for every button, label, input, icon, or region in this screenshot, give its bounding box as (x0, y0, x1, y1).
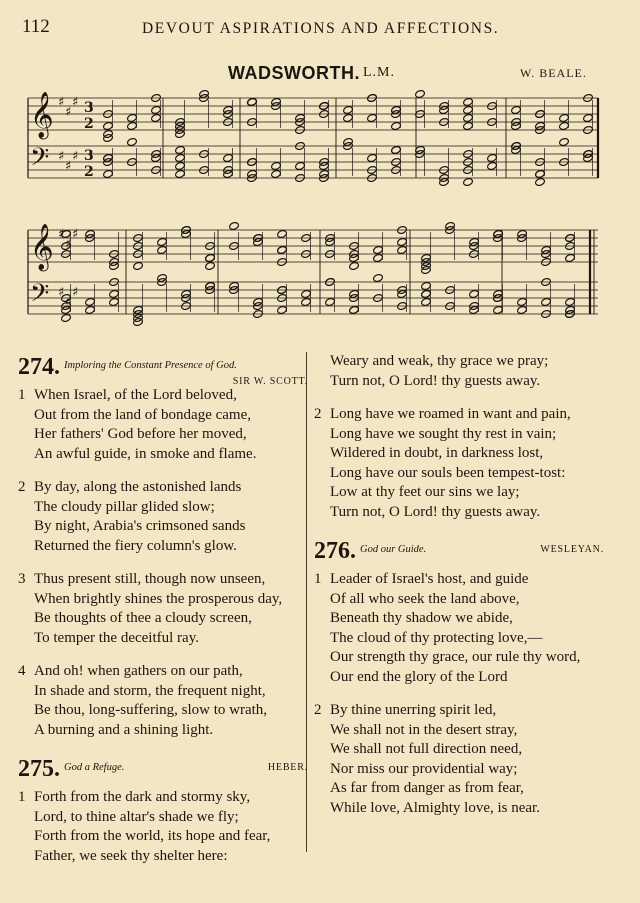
notehead (373, 253, 384, 262)
verse-line (18, 701, 308, 721)
notehead (367, 153, 378, 162)
verse-text: As far from danger as from fear, (330, 780, 524, 796)
notehead (85, 305, 96, 314)
notehead (583, 113, 594, 122)
hymn-number: 275. (18, 756, 60, 782)
verse-line (18, 498, 308, 518)
notehead (349, 261, 360, 270)
hymn-author: WESLEYAN. (540, 544, 604, 555)
verse-text: A burning and a shining light. (34, 721, 214, 738)
stanza (314, 570, 604, 687)
notehead (103, 133, 114, 142)
verse-text: Of all who seek the land above, (330, 590, 520, 607)
verse-line (18, 662, 308, 682)
verse-text: Long have we sought thy rest in vain; (330, 425, 557, 442)
notehead (373, 273, 384, 282)
treble-clef-icon: 𝄞 (30, 224, 54, 270)
notehead (277, 305, 288, 314)
notehead (541, 297, 552, 306)
verse-text: Wildered in doubt, in darkness lost, (330, 445, 544, 461)
verse-line (18, 682, 308, 702)
notehead (271, 161, 282, 170)
sharp-icon: ♯ (65, 295, 72, 310)
verse-line (18, 478, 308, 498)
notehead (295, 113, 306, 122)
notehead (415, 89, 426, 98)
verse-line (18, 609, 308, 629)
notehead (103, 121, 114, 130)
sharp-icon: ♯ (72, 285, 79, 300)
notehead (439, 177, 450, 186)
hymn-title: Imploring the Constant Presence of God. (64, 360, 237, 371)
verse-text: Nor miss our providential way; (330, 760, 518, 777)
bass-clef-icon: 𝄢 (30, 143, 50, 178)
notehead (343, 113, 354, 122)
verse-text: Our strength thy grace, our rule thy word, (330, 649, 581, 665)
verse-number: 4 (18, 663, 26, 679)
verse-text: We shall not in the desert stray, (330, 721, 518, 738)
time-signature-bottom: 2 (84, 164, 94, 180)
stanza (18, 386, 308, 464)
treble-clef-icon: 𝄞 (30, 92, 54, 138)
verse-line (18, 425, 308, 445)
bass-clef-icon: 𝄢 (30, 279, 50, 314)
verse-line (314, 721, 604, 741)
stanza (314, 352, 604, 391)
notehead (511, 105, 522, 114)
notehead (325, 297, 336, 306)
notehead (565, 253, 576, 262)
sharp-icon: ♯ (72, 95, 79, 110)
verse-number: 1 (314, 571, 322, 587)
verse-text: Long have we roamed in want and pain, (330, 406, 571, 422)
verse-line (314, 444, 604, 464)
notehead (469, 305, 480, 314)
notehead (229, 281, 240, 290)
verse-line (314, 503, 604, 523)
notehead (109, 297, 120, 306)
notehead (277, 245, 288, 254)
notehead (565, 297, 576, 306)
notehead (517, 305, 528, 314)
notehead (463, 121, 474, 130)
hymn-header (18, 352, 308, 386)
notehead (367, 113, 378, 122)
verse-line (314, 590, 604, 610)
verse-text: Be thoughts of thee a cloudy screen, (34, 610, 252, 626)
time-signature-top: 3 (84, 148, 94, 164)
notehead (61, 313, 72, 322)
notehead (175, 153, 186, 162)
verse-text: While love, Almighty love, is near. (330, 799, 540, 816)
verse-number: 1 (18, 387, 26, 403)
verse-line (314, 648, 604, 668)
notehead (517, 297, 528, 306)
hymn-author: HEBER. (267, 762, 308, 773)
notehead (175, 129, 186, 138)
notehead (103, 153, 114, 162)
notehead (421, 289, 432, 298)
verse-number: 3 (18, 571, 26, 587)
notehead (463, 97, 474, 106)
notehead (271, 97, 282, 106)
verse-line (314, 701, 604, 721)
verse-line (314, 609, 604, 629)
notehead (421, 297, 432, 306)
sharp-icon: ♯ (72, 227, 79, 242)
sharp-icon: ♯ (58, 285, 65, 300)
sharp-icon: ♯ (72, 149, 79, 164)
notehead (343, 105, 354, 114)
notehead (127, 113, 138, 122)
stanza (314, 701, 604, 818)
notehead (151, 105, 162, 114)
notehead (175, 169, 186, 178)
hymn-author: SIR W. SCOTT. (232, 376, 308, 387)
notehead (157, 237, 168, 246)
notehead (541, 245, 552, 254)
notehead (295, 161, 306, 170)
notehead (229, 221, 240, 230)
notehead (175, 145, 186, 154)
tune-header (0, 60, 640, 84)
notehead (133, 317, 144, 326)
notehead (103, 169, 114, 178)
verse-text: Leader of Israel's host, and guide (330, 571, 529, 587)
notehead (85, 229, 96, 238)
notehead (463, 177, 474, 186)
verse-line (18, 827, 308, 847)
notehead (463, 105, 474, 114)
sharp-icon: ♯ (65, 159, 72, 174)
verse-number: 2 (314, 702, 322, 718)
verse-line (18, 721, 308, 741)
stanza (18, 662, 308, 740)
notehead (511, 121, 522, 130)
verse-text: Turn not, O Lord! thy guests away. (330, 372, 541, 389)
verse-text: Low at thy feet our sins we lay; (330, 484, 520, 500)
notehead (391, 145, 402, 154)
sharp-icon: ♯ (65, 105, 72, 120)
time-signature-bottom: 2 (84, 116, 94, 132)
notehead (559, 137, 570, 146)
notehead (421, 265, 432, 274)
verse-text: Forth from the dark and stormy sky, (34, 789, 251, 805)
notehead (349, 305, 360, 314)
notehead (511, 145, 522, 154)
notehead (373, 245, 384, 254)
verse-line (18, 808, 308, 828)
right-column (314, 352, 604, 832)
verse-text: Beneath thy shadow we abide, (330, 610, 513, 626)
notehead (85, 297, 96, 306)
notehead (271, 169, 282, 178)
hymn-title: God a Refuge. (64, 762, 125, 773)
hymn-header (314, 536, 604, 570)
verse-line (314, 740, 604, 760)
verse-text: Long have our souls been tempest-tost: (330, 464, 566, 481)
notehead (151, 113, 162, 122)
notehead (223, 169, 234, 178)
verse-text: An awful guide, in smoke and flame. (34, 445, 257, 462)
verse-number: 1 (18, 789, 26, 805)
notehead (487, 153, 498, 162)
notehead (301, 297, 312, 306)
verse-text: When brightly shines the prosperous day, (34, 590, 283, 607)
hymn-header (18, 754, 308, 788)
verse-line (314, 779, 604, 799)
notehead (133, 261, 144, 270)
verse-line (18, 517, 308, 537)
hymn-title: God our Guide. (360, 544, 427, 555)
verse-text: By night, Arabia's crimsoned sands (34, 518, 246, 534)
notehead (205, 253, 216, 262)
notehead (277, 229, 288, 238)
notehead (223, 153, 234, 162)
notehead (301, 289, 312, 298)
verse-number: 2 (314, 406, 322, 422)
notehead (181, 229, 192, 238)
notehead (247, 97, 258, 106)
verse-line (18, 570, 308, 590)
notehead (391, 105, 402, 114)
verse-text: Be thou, long-suffering, slow to wrath, (34, 702, 268, 718)
verse-line (314, 405, 604, 425)
verse-text: Her fathers' God before her moved, (34, 426, 247, 442)
notehead (559, 113, 570, 122)
verse-line (18, 847, 308, 867)
verse-text: Our end the glory of the Lord (330, 668, 508, 685)
verse-text: Weary and weak, thy grace we pray; (330, 353, 549, 369)
verse-line (314, 799, 604, 819)
hymn-number: 274. (18, 354, 60, 380)
notehead (109, 289, 120, 298)
notehead (535, 169, 546, 178)
notehead (397, 237, 408, 246)
notehead (487, 161, 498, 170)
notehead (127, 121, 138, 130)
stanza (18, 478, 308, 556)
verse-line (18, 629, 308, 649)
verse-line (18, 406, 308, 426)
verse-line (314, 352, 604, 372)
verse-text: We shall not full direction need, (330, 741, 523, 757)
sharp-icon: ♯ (58, 227, 65, 242)
verse-text: Turn not, O Lord! thy guests away. (330, 503, 541, 520)
notehead (391, 121, 402, 130)
verse-text: When Israel, of the Lord beloved, (34, 387, 237, 403)
sharp-icon: ♯ (58, 149, 65, 164)
verse-text: Father, we seek thy shelter here: (34, 847, 228, 864)
verse-text: Out from the land of bondage came, (34, 406, 252, 423)
verse-text: Lord, to thine altar's shade we fly; (34, 808, 239, 825)
verse-line (18, 537, 308, 557)
tune-composer: W. BEALE. (520, 66, 587, 80)
running-head: DEVOUT ASPIRATIONS AND AFFECTIONS. (142, 20, 500, 37)
verse-line (18, 386, 308, 406)
verse-line (314, 629, 604, 649)
verse-line (314, 425, 604, 445)
notehead (253, 297, 264, 306)
time-signature-top: 3 (84, 100, 94, 116)
verse-line (18, 590, 308, 610)
tune-name: WADSWORTH. (228, 63, 360, 83)
stanza (314, 405, 604, 522)
stanza (18, 570, 308, 648)
verse-line (314, 570, 604, 590)
verse-text: Thus present still, though now unseen, (34, 571, 266, 587)
verse-text: The cloudy pillar glided slow; (34, 498, 215, 515)
notehead (535, 177, 546, 186)
verse-text: To temper the deceitful ray. (34, 629, 199, 646)
verse-text: The cloud of thy protecting love,— (330, 629, 543, 646)
notehead (175, 161, 186, 170)
notehead (469, 289, 480, 298)
verse-text: Forth from the world, its hope and fear, (34, 828, 271, 844)
verse-text: By thine unerring spirit led, (330, 702, 497, 718)
notehead (109, 261, 120, 270)
page-number: 112 (22, 16, 50, 37)
notehead (349, 289, 360, 298)
sharp-icon: ♯ (65, 237, 72, 252)
verse-line (314, 483, 604, 503)
verse-text: And oh! when gathers on our path, (34, 663, 243, 679)
left-column (18, 352, 308, 866)
notehead (127, 137, 138, 146)
verse-line (18, 788, 308, 808)
verse-line (314, 464, 604, 484)
notehead (517, 229, 528, 238)
verse-line (314, 760, 604, 780)
tune-meter: L.M. (363, 65, 395, 80)
notehead (421, 281, 432, 290)
verse-line (18, 445, 308, 465)
verse-text: In shade and storm, the frequent night, (34, 682, 266, 699)
stanza (18, 788, 308, 866)
notehead (397, 245, 408, 254)
notehead (157, 245, 168, 254)
verse-line (314, 372, 604, 392)
verse-line (314, 668, 604, 688)
notehead (559, 121, 570, 130)
verse-text: Returned the fiery column's glow. (34, 537, 237, 554)
notehead (463, 113, 474, 122)
sharp-icon: ♯ (58, 95, 65, 110)
verse-text: By day, along the astonished lands (34, 479, 242, 495)
hymn-number: 276. (314, 538, 356, 564)
music-score (18, 86, 605, 342)
verse-number: 2 (18, 479, 26, 495)
notehead (205, 261, 216, 270)
